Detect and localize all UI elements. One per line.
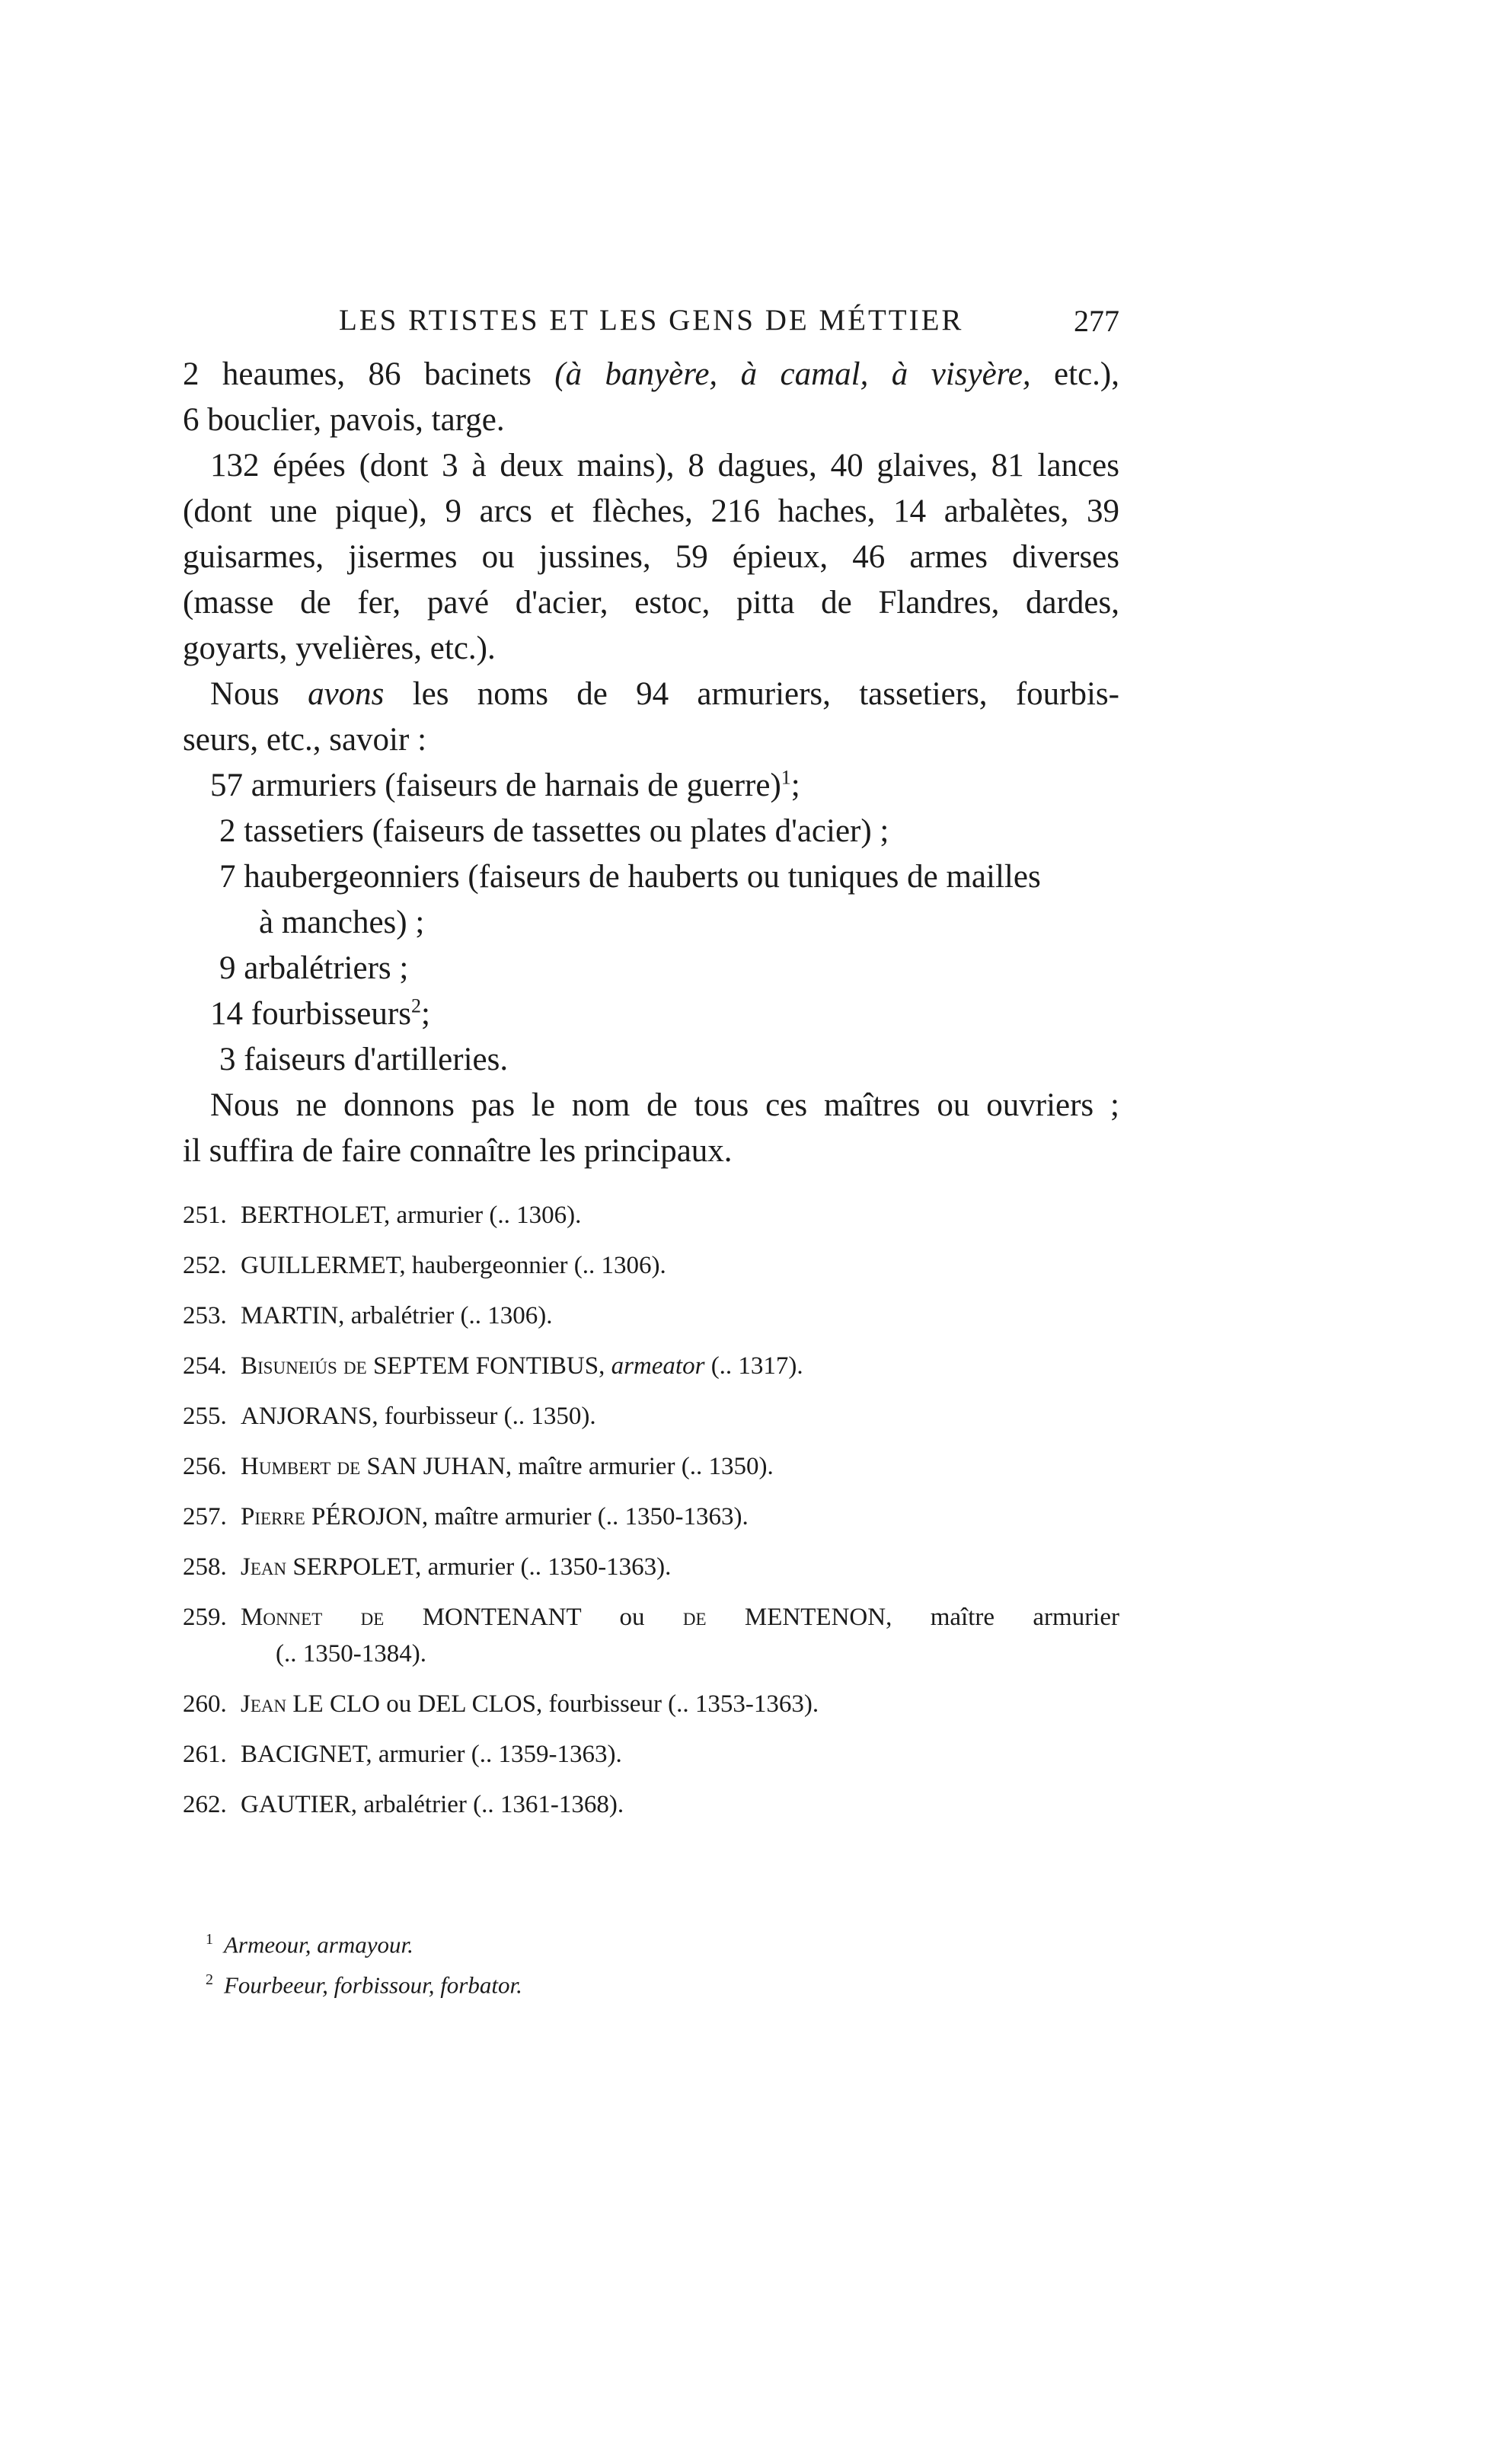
list-line: 3 faiseurs d'artilleries. (219, 1042, 509, 1077)
footnote-ref: 2 (410, 994, 421, 1017)
catalog-entry: 258. Jean SERPOLET, armurier (.. 1350-1363). (183, 1553, 672, 1581)
footnote: $^1$ Armeour, armayour. (206, 1931, 413, 1958)
list-line: 7 haubergeonniers (faiseurs de hauberts ou tuniques de mailles (219, 859, 1041, 895)
text-line: Nous ne donnons pas le nom de tous ces maîtres ou ouvriers ; (210, 1087, 1119, 1123)
text-line: 6 bouclier, pavois, targe. (183, 402, 505, 438)
text-line: Nous avons les noms de 94 armuriers, tassetiers, fourbis- (210, 676, 1119, 712)
text-line: seurs, etc., savoir : (183, 722, 427, 758)
catalog-entry: 255. ANJORANS, fourbisseur (.. 1350). (183, 1403, 596, 1430)
list-line: 2 tassetiers (faiseurs de tassettes ou plates d'acier) ; (219, 813, 889, 849)
list-line: 9 arbalétriers ; (219, 950, 409, 986)
catalog-entry: 259. Monnet de MONTENANT ou de MENTENON, maître armurier (.. 1350-1384). (183, 1604, 1119, 1668)
text-line: il suffira de faire connaître les principaux. (183, 1133, 733, 1169)
text-line: guisarmes, jisermes ou jussines, 59 épieux, 46 armes diverses (183, 539, 1119, 575)
list-line: 57 armuriers (faiseurs de harnais de guerre)$^1$; (210, 766, 800, 803)
catalog-entry: 261. BACIGNET, armurier (.. 1359-1363). (183, 1741, 622, 1768)
text-line: (masse de fer, pavé d'acier, estoc, pitta de Flandres, dardes, (183, 585, 1119, 621)
catalog-entry: 256. Humbert de SAN JUHAN, maître armurier (.. 1350). (183, 1453, 774, 1480)
catalog-entry: 254. Bisuneiús de SEPTEM FONTIBUS, armeator (.. 1317). (183, 1352, 803, 1380)
page-number: 277 (1074, 304, 1119, 338)
running-title: LES RTISTES ET LES GENS DE MÉTTIER (339, 304, 964, 337)
catalog-entry: 252. GUILLERMET, haubergeonnier (.. 1306). (183, 1252, 666, 1279)
craftsmen-catalog (183, 1197, 1119, 1837)
footnotes (206, 1922, 891, 2003)
page-header (183, 303, 1119, 349)
list-line: 14 fourbisseurs$^2$; (210, 994, 430, 1032)
list-line: à manches) ; (259, 905, 425, 940)
text-line: 2 heaumes, 86 bacinets (à banyère, à camal, à visyère, etc.), (183, 356, 1119, 392)
catalog-entry: 260. Jean LE CLO ou DEL CLOS, fourbisseur (.. 1353-1363). (183, 1690, 819, 1718)
footnote-ref: 1 (781, 766, 791, 789)
catalog-entry: 251. BERTHOLET, armurier (.. 1306). (183, 1202, 582, 1229)
text-line: (dont une pique), 9 arcs et flèches, 216 haches, 14 arbalètes, 39 (183, 493, 1119, 529)
body-text (183, 352, 1119, 1174)
catalog-entry: 262. GAUTIER, arbalétrier (.. 1361-1368). (183, 1791, 624, 1818)
catalog-entry: 257. Pierre PÉROJON, maître armurier (.. 1350-1363). (183, 1503, 749, 1530)
text-line: goyarts, yvelières, etc.). (183, 630, 496, 666)
text-line: 132 épées (dont 3 à deux mains), 8 dagues, 40 glaives, 81 lances (210, 448, 1119, 484)
catalog-entry: 253. MARTIN, arbalétrier (.. 1306). (183, 1302, 553, 1329)
footnote: $^2$ Fourbeeur, forbissour, forbator. (206, 1971, 522, 1999)
